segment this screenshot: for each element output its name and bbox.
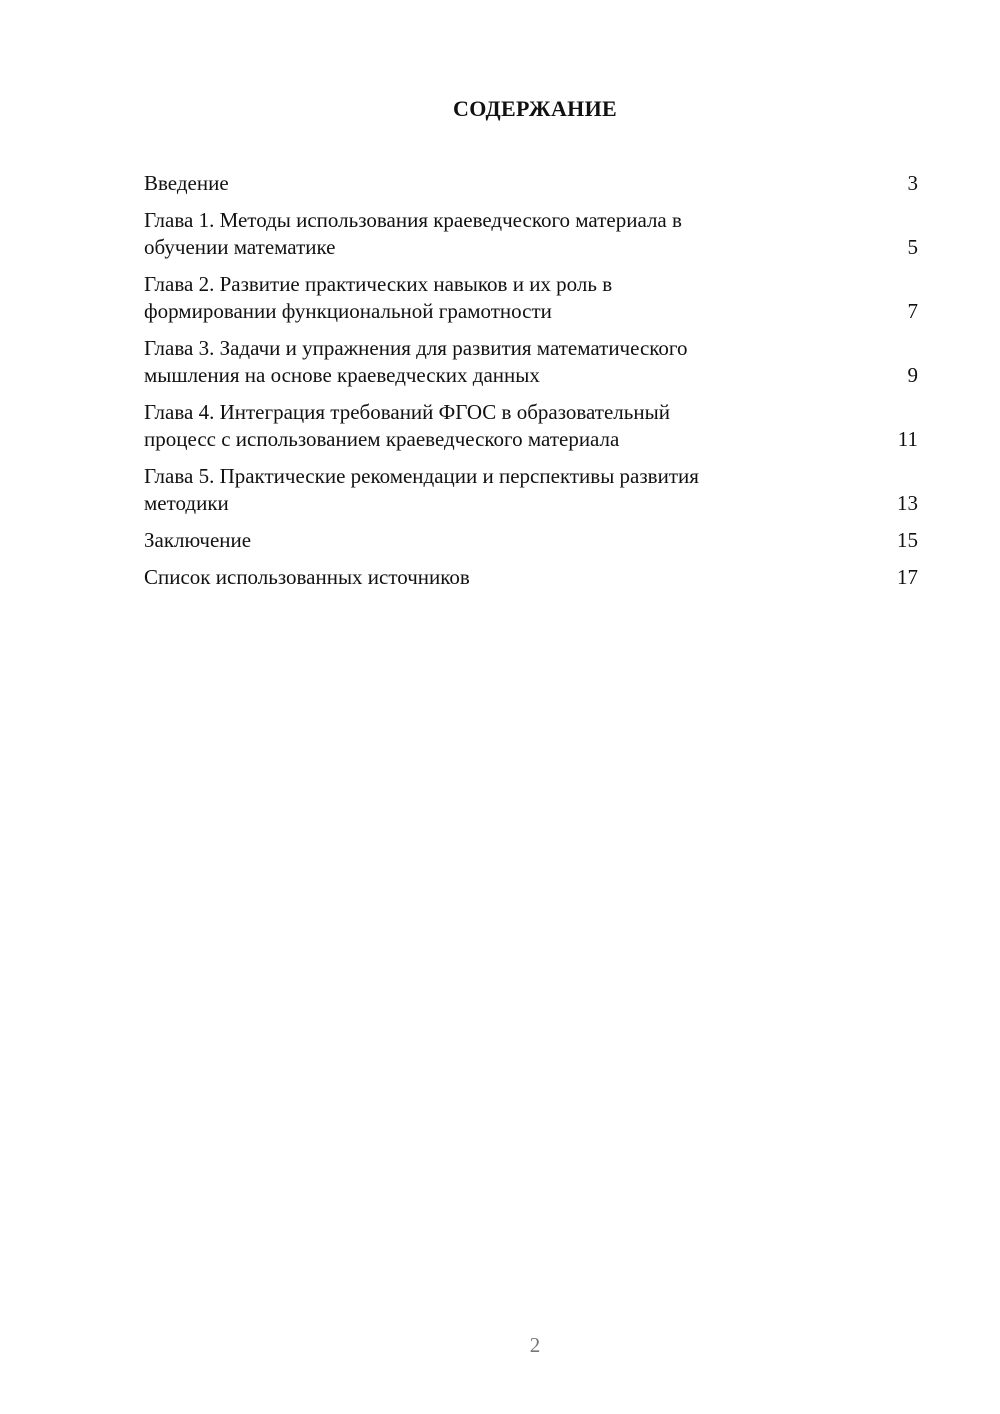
toc-entry-label (144, 271, 612, 325)
toc-entry-label (144, 527, 251, 554)
toc-entry-text: Глава 5. Практические рекомендации и перспективы развития (144, 464, 699, 488)
toc-entry-text: мышления на основе краеведческих данных (144, 363, 540, 387)
toc-entry-page: 7 (907, 299, 918, 323)
toc-entry-label (144, 399, 670, 453)
toc-entry-page: 13 (897, 491, 918, 515)
toc-entry-text: методики (144, 491, 229, 515)
toc-entry-chapter-3 (144, 335, 918, 389)
toc-entry-text: Введение (144, 171, 229, 195)
toc-entry-page: 11 (897, 427, 918, 451)
toc-entry-references (144, 564, 918, 591)
toc-title: СОДЕРЖАНИЕ (453, 96, 617, 121)
toc-entry-label (144, 170, 229, 197)
toc-entry-page: 9 (907, 363, 918, 387)
toc-entry-text: обучении математике (144, 235, 336, 259)
table-of-contents (144, 170, 918, 601)
toc-entry-text: процесс с использованием краеведческого материала (144, 427, 620, 451)
toc-entry-text: Глава 3. Задачи и упражнения для развития математического (144, 336, 688, 360)
toc-entry-chapter-5 (144, 463, 918, 517)
toc-entry-text: Глава 4. Интеграция требований ФГОС в образовательный (144, 400, 670, 424)
toc-entry-text: Список использованных источников (144, 565, 470, 589)
toc-entry-chapter-4 (144, 399, 918, 453)
toc-entry-page: 5 (907, 235, 918, 259)
page-number: 2 (529, 1333, 541, 1357)
toc-entry-conclusion (144, 527, 918, 554)
toc-entry-label (144, 207, 682, 261)
toc-entry-page: 15 (897, 528, 918, 552)
toc-entry-label (144, 564, 470, 591)
toc-entry-chapter-1 (144, 207, 918, 261)
toc-entry-label (144, 463, 699, 517)
toc-entry-introduction (144, 170, 918, 197)
toc-entry-page: 17 (897, 565, 918, 589)
toc-entry-label (144, 335, 688, 389)
toc-entry-text: формировании функциональной грамотности (144, 299, 552, 323)
toc-entry-chapter-2 (144, 271, 918, 325)
toc-entry-page: 3 (907, 171, 918, 195)
toc-entry-text: Глава 1. Методы использования краеведческого материала в (144, 208, 682, 232)
toc-entry-text: Заключение (144, 528, 252, 552)
toc-entry-text: Глава 2. Развитие практических навыков и их роль в (144, 272, 613, 296)
